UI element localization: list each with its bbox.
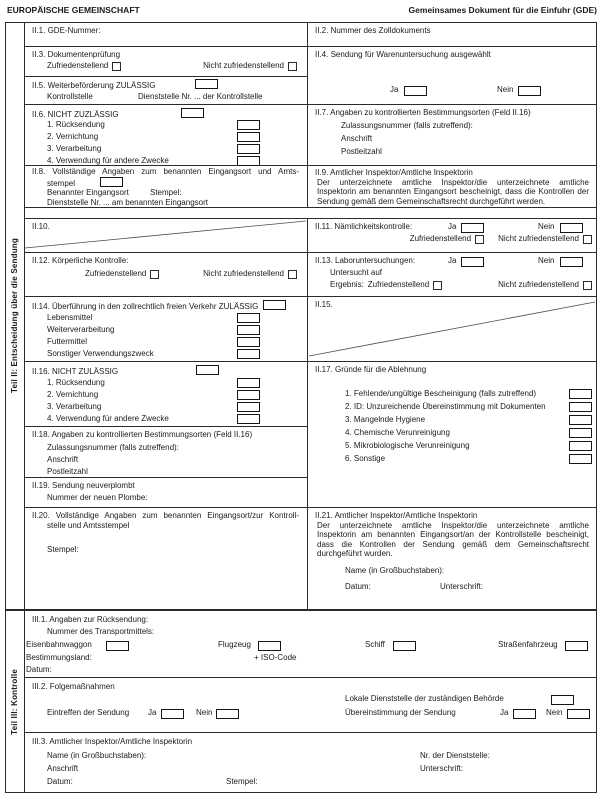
ii3-satisfactory-label: Zufriedenstellend bbox=[47, 61, 109, 70]
field-iii3-title: III.3. Amtlicher Inspektor/Amtliche Inspektorin bbox=[32, 737, 193, 746]
checkbox-ii17-certificate[interactable] bbox=[569, 389, 592, 399]
checkbox-iii1-ship[interactable] bbox=[393, 641, 416, 651]
field-ii17-title: II.17. Gründe für die Ablehnung bbox=[315, 365, 427, 374]
checkbox-iii2-arrival-no[interactable] bbox=[216, 709, 239, 719]
checkbox-ii11-unsatisfactory[interactable] bbox=[583, 235, 592, 244]
iii1-road-label: Straßenfahrzeug bbox=[498, 640, 558, 649]
ii14-item-label: Lebensmittel bbox=[47, 313, 93, 322]
iii2-arrival-label: Eintreffen der Sendung bbox=[47, 708, 130, 717]
field-iii1-title: III.1. Angaben zur Rücksendung: bbox=[32, 615, 149, 624]
grid-line bbox=[24, 507, 597, 508]
field-ii8-title-line1: II.8. Vollständige Angaben zum benannten Eingangsort und Amts- bbox=[32, 167, 299, 176]
checkbox-ii16-not-acceptable[interactable] bbox=[196, 365, 219, 375]
part2-sidebar bbox=[5, 22, 24, 610]
ii11-options bbox=[330, 234, 592, 244]
ii6-item-label: 2. Vernichtung bbox=[47, 132, 99, 141]
checkbox-ii13-yes[interactable] bbox=[461, 257, 484, 267]
checkbox-ii13-satisfactory[interactable] bbox=[433, 281, 442, 290]
ii17-item-label: 5. Mikrobiologische Verunreinigung bbox=[345, 441, 470, 450]
iii3-office-number-label: Nr. der Dienststelle: bbox=[420, 751, 490, 760]
field-ii4-title: II.4. Sendung für Warenuntersuchung ausgewählt bbox=[315, 50, 491, 59]
part2-column-divider-bottom bbox=[307, 218, 308, 610]
ii8-office-number-label: Dienststelle Nr. ... am benannten Eingangsort bbox=[47, 198, 208, 207]
ii18-approval-number: Zulassungsnummer (falls zutreffend): bbox=[47, 443, 179, 452]
checkbox-ii17-chemical[interactable] bbox=[569, 428, 592, 438]
ii6-title-text: II.6. NICHT ZUZLÄSSIG bbox=[32, 110, 119, 119]
iii2-arrival-no-label: Nein bbox=[196, 708, 213, 717]
ii14-item-label: Sonstiger Verwendungszweck bbox=[47, 349, 154, 358]
ii12-options bbox=[85, 269, 297, 279]
iii2-local-office-label: Lokale Dienststelle der zuständigen Behörde bbox=[345, 694, 504, 703]
iii3-signature-label: Unterschrift: bbox=[420, 764, 464, 773]
checkbox-iii2-match-no[interactable] bbox=[567, 709, 590, 719]
iii1-plane-label: Flugzeug bbox=[218, 640, 251, 649]
part3-frame bbox=[5, 610, 597, 793]
field-ii3-title: II.3. Dokumentenprüfung bbox=[32, 50, 121, 59]
ii21-date-label: Datum: bbox=[345, 582, 371, 591]
iii3-address-label: Anschrift bbox=[47, 764, 79, 773]
ii13-result-label: Ergebnis: bbox=[330, 280, 364, 289]
ii6-item bbox=[47, 132, 260, 142]
ii17-item bbox=[345, 441, 592, 451]
checkbox-ii6-destruction[interactable] bbox=[237, 132, 260, 142]
checkbox-ii11-no[interactable] bbox=[560, 223, 583, 233]
part2-sidebar-label: Teil II: Entscheidung über die Sendung bbox=[10, 238, 19, 394]
ii14-item-label: Futtermittel bbox=[47, 337, 88, 346]
ii15-strikethrough-diagonal bbox=[309, 298, 595, 359]
checkbox-ii4-no[interactable] bbox=[518, 86, 541, 96]
checkbox-ii17-id-mismatch[interactable] bbox=[569, 402, 592, 412]
ii5-office-number-label: Dienststelle Nr. ... der Kontrollstelle bbox=[138, 92, 263, 101]
ii13-yes-label: Ja bbox=[448, 256, 457, 265]
ii6-item-label: 3. Verarbeitung bbox=[47, 144, 102, 153]
ii11-satisfactory-label: Zufriedenstellend bbox=[409, 234, 472, 243]
ii17-item bbox=[345, 415, 592, 425]
ii21-declaration-text: Der unterzeichnete amtliche Inspektor/die unterzeichnete amtliche Inspektorin am benannten Eingangsort/an der Kontrollstelle bescheinigt, dass die Kontrollen der Sendung gemäß dem Gemeinschaftsrecht durchgeführt wurden. bbox=[317, 521, 589, 559]
checkbox-ii12-unsatisfactory[interactable] bbox=[288, 270, 297, 279]
checkbox-iii1-road[interactable] bbox=[565, 641, 588, 651]
ii14-item-label: Weiterverarbeitung bbox=[47, 325, 115, 334]
field-ii20-title-line1: II.20. Vollständige Angaben zum benannten Eingangsort/zur Kontroll- bbox=[32, 511, 299, 520]
ii8-designated-entry-label: Benannter Eingangsort bbox=[47, 188, 129, 197]
ii13-satisfactory-label: Zufriedenstellend bbox=[367, 280, 430, 289]
part3-sidebar-label: Teil III: Kontrolle bbox=[10, 668, 19, 735]
checkbox-ii12-satisfactory[interactable] bbox=[150, 270, 159, 279]
grid-line bbox=[24, 477, 307, 478]
ii5-control-point-label: Kontrollstelle bbox=[47, 92, 93, 101]
checkbox-ii13-unsatisfactory[interactable] bbox=[583, 281, 592, 290]
part2-column-divider-top bbox=[307, 22, 308, 207]
ii12-satisfactory-label: Zufriedenstellend bbox=[85, 269, 147, 278]
ii14-item bbox=[47, 313, 260, 323]
field-ii5-title bbox=[32, 79, 218, 91]
part3-sidebar-divider bbox=[24, 610, 25, 793]
ii10-strikethrough-diagonal bbox=[25, 219, 306, 251]
ii11-yes-label: Ja bbox=[448, 222, 457, 231]
checkbox-ii3-unsatisfactory[interactable] bbox=[288, 62, 297, 71]
field-ii21-title: II.21. Amtlicher Inspektor/Amtliche Inspektorin bbox=[315, 511, 478, 520]
grid-line bbox=[24, 104, 597, 105]
ii7-address: Anschrift bbox=[341, 134, 373, 143]
checkbox-ii14-other[interactable] bbox=[237, 349, 260, 359]
ii5-title-text: II.5. Weiterbeförderung ZULÄSSIG bbox=[32, 81, 156, 90]
field-ii15-label: II.15. bbox=[315, 300, 333, 309]
checkbox-ii4-yes[interactable] bbox=[404, 86, 427, 96]
checkbox-ii16-transformation[interactable] bbox=[237, 402, 260, 412]
field-ii6-title bbox=[32, 108, 204, 120]
ii14-item bbox=[47, 337, 260, 347]
iii1-ship-label: Schiff bbox=[365, 640, 385, 649]
checkbox-iii1-railway[interactable] bbox=[106, 641, 129, 651]
checkbox-ii6-redispatch[interactable] bbox=[237, 120, 260, 130]
ii6-item bbox=[47, 156, 260, 166]
ii16-item bbox=[47, 414, 260, 424]
checkbox-iii1-plane[interactable] bbox=[258, 641, 281, 651]
part3-sidebar bbox=[5, 610, 24, 793]
ii18-postcode: Postleitzahl bbox=[47, 467, 88, 476]
ii16-item bbox=[47, 402, 260, 412]
ii16-item bbox=[47, 390, 260, 400]
ii16-item-label: 4. Verwendung für andere Zwecke bbox=[47, 414, 169, 423]
field-ii3-options bbox=[47, 61, 297, 71]
ii13-unsatisfactory-label: Nicht zufriedenstellend bbox=[498, 280, 579, 289]
checkbox-ii16-redispatch[interactable] bbox=[237, 378, 260, 388]
ii14-item bbox=[47, 325, 260, 335]
checkbox-ii17-microbiological[interactable] bbox=[569, 441, 592, 451]
ii8-title-text: stempel bbox=[47, 179, 76, 188]
checkbox-iii2-local-office[interactable] bbox=[551, 695, 574, 705]
iii3-stamp-label: Stempel: bbox=[226, 777, 258, 786]
grid-line bbox=[24, 361, 597, 362]
ii19-seal-number: Nummer der neuen Plombe: bbox=[47, 493, 148, 502]
iii3-name-label: Name (in Großbuchstaben): bbox=[47, 751, 147, 760]
field-ii14-title bbox=[32, 300, 286, 312]
ii8-stamp-label: Stempel: bbox=[150, 188, 182, 197]
checkbox-ii16-destruction[interactable] bbox=[237, 390, 260, 400]
ii17-item bbox=[345, 428, 592, 438]
ii17-item-label: 1. Fehlende/ungültige Bescheinigung (falls zutreffend) bbox=[345, 389, 537, 398]
ii17-item bbox=[345, 402, 592, 412]
iii1-date-label: Datum: bbox=[26, 665, 52, 674]
iii2-match-yes-label: Ja bbox=[500, 708, 509, 717]
grid-line bbox=[24, 46, 597, 47]
checkbox-iii2-arrival-yes[interactable] bbox=[161, 709, 184, 719]
field-ii12-title: II.12. Körperliche Kontrolle: bbox=[32, 256, 129, 265]
ii6-item bbox=[47, 144, 260, 154]
ii16-item-label: 3. Verarbeitung bbox=[47, 402, 102, 411]
part2-sidebar-divider bbox=[24, 22, 25, 610]
checkbox-ii8-entry-point[interactable] bbox=[100, 177, 123, 187]
ii17-item-label: 3. Mangelnde Hygiene bbox=[345, 415, 426, 424]
checkbox-ii13-no[interactable] bbox=[560, 257, 583, 267]
grid-line bbox=[24, 76, 307, 77]
checkbox-ii5-onward-transport[interactable] bbox=[195, 79, 218, 89]
checkbox-iii2-match-yes[interactable] bbox=[513, 709, 536, 719]
page-title-right: Gemeinsames Dokument für die Einfuhr (GDE) bbox=[408, 5, 597, 15]
ii7-approval-number: Zulassungsnummer (falls zutreffend): bbox=[341, 121, 473, 130]
checkbox-ii16-other-use[interactable] bbox=[237, 414, 260, 424]
iii1-railway-label: Eisenbahnwaggon bbox=[26, 640, 92, 649]
ii14-item bbox=[47, 349, 260, 359]
ii14-title-text: II.14. Überführung in den zollrechtlich freien Verkehr ZULÄSSIG bbox=[32, 302, 259, 311]
grid-line bbox=[24, 732, 597, 733]
field-ii13-title: II.13. Laboruntersuchungen: bbox=[315, 256, 416, 265]
ii16-item bbox=[47, 378, 260, 388]
checkbox-ii14-feed[interactable] bbox=[237, 337, 260, 347]
ii11-unsatisfactory-label: Nicht zufriedenstellend bbox=[498, 234, 579, 243]
field-ii7-title: II.7. Angaben zu kontrollierten Bestimmungsorten (Feld II.16) bbox=[315, 108, 531, 117]
ii17-item-label: 4. Chemische Verunreinigung bbox=[345, 428, 450, 437]
ii4-no-label: Nein bbox=[497, 85, 514, 94]
ii6-item-label: 4. Verwendung für andere Zwecke bbox=[47, 156, 169, 165]
checkbox-ii11-yes[interactable] bbox=[461, 223, 484, 233]
iii1-transport-number-label: Nummer des Transportmittels: bbox=[47, 627, 155, 636]
checkbox-ii11-satisfactory[interactable] bbox=[475, 235, 484, 244]
field-iii2-title: III.2. Folgemaßnahmen bbox=[32, 682, 115, 691]
checkbox-ii14-food[interactable] bbox=[237, 313, 260, 323]
field-ii11-title: II.11. Nämlichkeitskontrolle: bbox=[315, 222, 413, 231]
iii3-date-label: Datum: bbox=[47, 777, 73, 786]
field-ii2-customs-doc: II.2. Nummer des Zolldokuments bbox=[315, 26, 431, 35]
ii21-signature-label: Unterschrift: bbox=[440, 582, 484, 591]
ii7-postcode: Postleitzahl bbox=[341, 147, 382, 156]
field-ii18-title: II.18. Angaben zu kontrollierten Bestimmungsorten (Feld II.16) bbox=[32, 430, 253, 439]
checkbox-ii3-satisfactory[interactable] bbox=[112, 62, 121, 71]
grid-line bbox=[24, 677, 597, 678]
checkbox-ii14-further-process[interactable] bbox=[237, 325, 260, 335]
field-ii19-title: II.19. Sendung neuverplombt bbox=[32, 481, 135, 490]
field-ii16-title bbox=[32, 365, 219, 377]
checkbox-ii6-not-acceptable[interactable] bbox=[181, 108, 204, 118]
ii16-item-label: 2. Vernichtung bbox=[47, 390, 99, 399]
field-ii20-title-line2: stelle und Amtsstempel bbox=[47, 521, 130, 530]
ii17-item bbox=[345, 454, 592, 464]
ii11-no-label: Nein bbox=[538, 222, 555, 231]
ii13-tested-for-label: Untersucht auf bbox=[330, 268, 383, 277]
field-ii1-gde-number: II.1. GDE-Nummer: bbox=[32, 26, 101, 35]
ii6-item bbox=[47, 120, 260, 130]
checkbox-ii17-hygiene[interactable] bbox=[569, 415, 592, 425]
ii3-unsatisfactory-label: Nicht zufriedenstellend bbox=[203, 61, 284, 70]
ii13-no-label: Nein bbox=[538, 256, 555, 265]
ii16-item-label: 1. Rücksendung bbox=[47, 378, 105, 387]
ii12-unsatisfactory-label: Nicht zufriedenstellend bbox=[203, 269, 284, 278]
checkbox-ii6-transformation[interactable] bbox=[237, 144, 260, 154]
field-ii9-title: II.9. Amtlicher Inspektor/Amtliche Inspektorin bbox=[315, 168, 473, 177]
field-ii10-label: II.10. bbox=[32, 222, 50, 231]
ii20-stamp-label: Stempel: bbox=[47, 545, 79, 554]
ii18-address: Anschrift bbox=[47, 455, 79, 464]
ii9-declaration-text: Der unterzeichnete amtliche Inspektor/die unterzeichnete amtliche Inspektorin am benannten Eingangsort bescheinigt, dass die Kontrollen der Sendung gemäß dem Gemeinschaftsrecht durchgeführt werden. bbox=[317, 178, 589, 206]
ii17-item-label: 6. Sonstige bbox=[345, 454, 386, 463]
ii17-item bbox=[345, 389, 592, 399]
ii4-yes-label: Ja bbox=[390, 85, 399, 94]
checkbox-ii17-other[interactable] bbox=[569, 454, 592, 464]
grid-line bbox=[24, 296, 597, 297]
checkbox-ii6-other-use[interactable] bbox=[237, 156, 260, 166]
ii21-name-label: Name (in Großbuchstaben): bbox=[345, 566, 445, 575]
iii1-destination-label: Bestimmungsland: bbox=[26, 653, 92, 662]
ii16-title-text: II.16. NICHT ZULÄSSIG bbox=[32, 367, 119, 376]
iii2-match-label: Übereinstimmung der Sendung bbox=[345, 708, 456, 717]
ii6-item-label: 1. Rücksendung bbox=[47, 120, 105, 129]
grid-line bbox=[24, 426, 307, 427]
iii2-arrival-yes-label: Ja bbox=[148, 708, 157, 717]
page-title-left: EUROPÄISCHE GEMEINSCHAFT bbox=[7, 5, 140, 15]
iii2-match-no-label: Nein bbox=[546, 708, 563, 717]
grid-line bbox=[24, 252, 597, 253]
ii17-item-label: 2. ID: Unzureichende Übereinstimmung mit Dokumenten bbox=[345, 402, 546, 411]
checkbox-ii14-free-circulation[interactable] bbox=[263, 300, 286, 310]
iii1-iso-code-label: + ISO-Code bbox=[254, 653, 297, 662]
ii13-result-options bbox=[330, 280, 592, 290]
